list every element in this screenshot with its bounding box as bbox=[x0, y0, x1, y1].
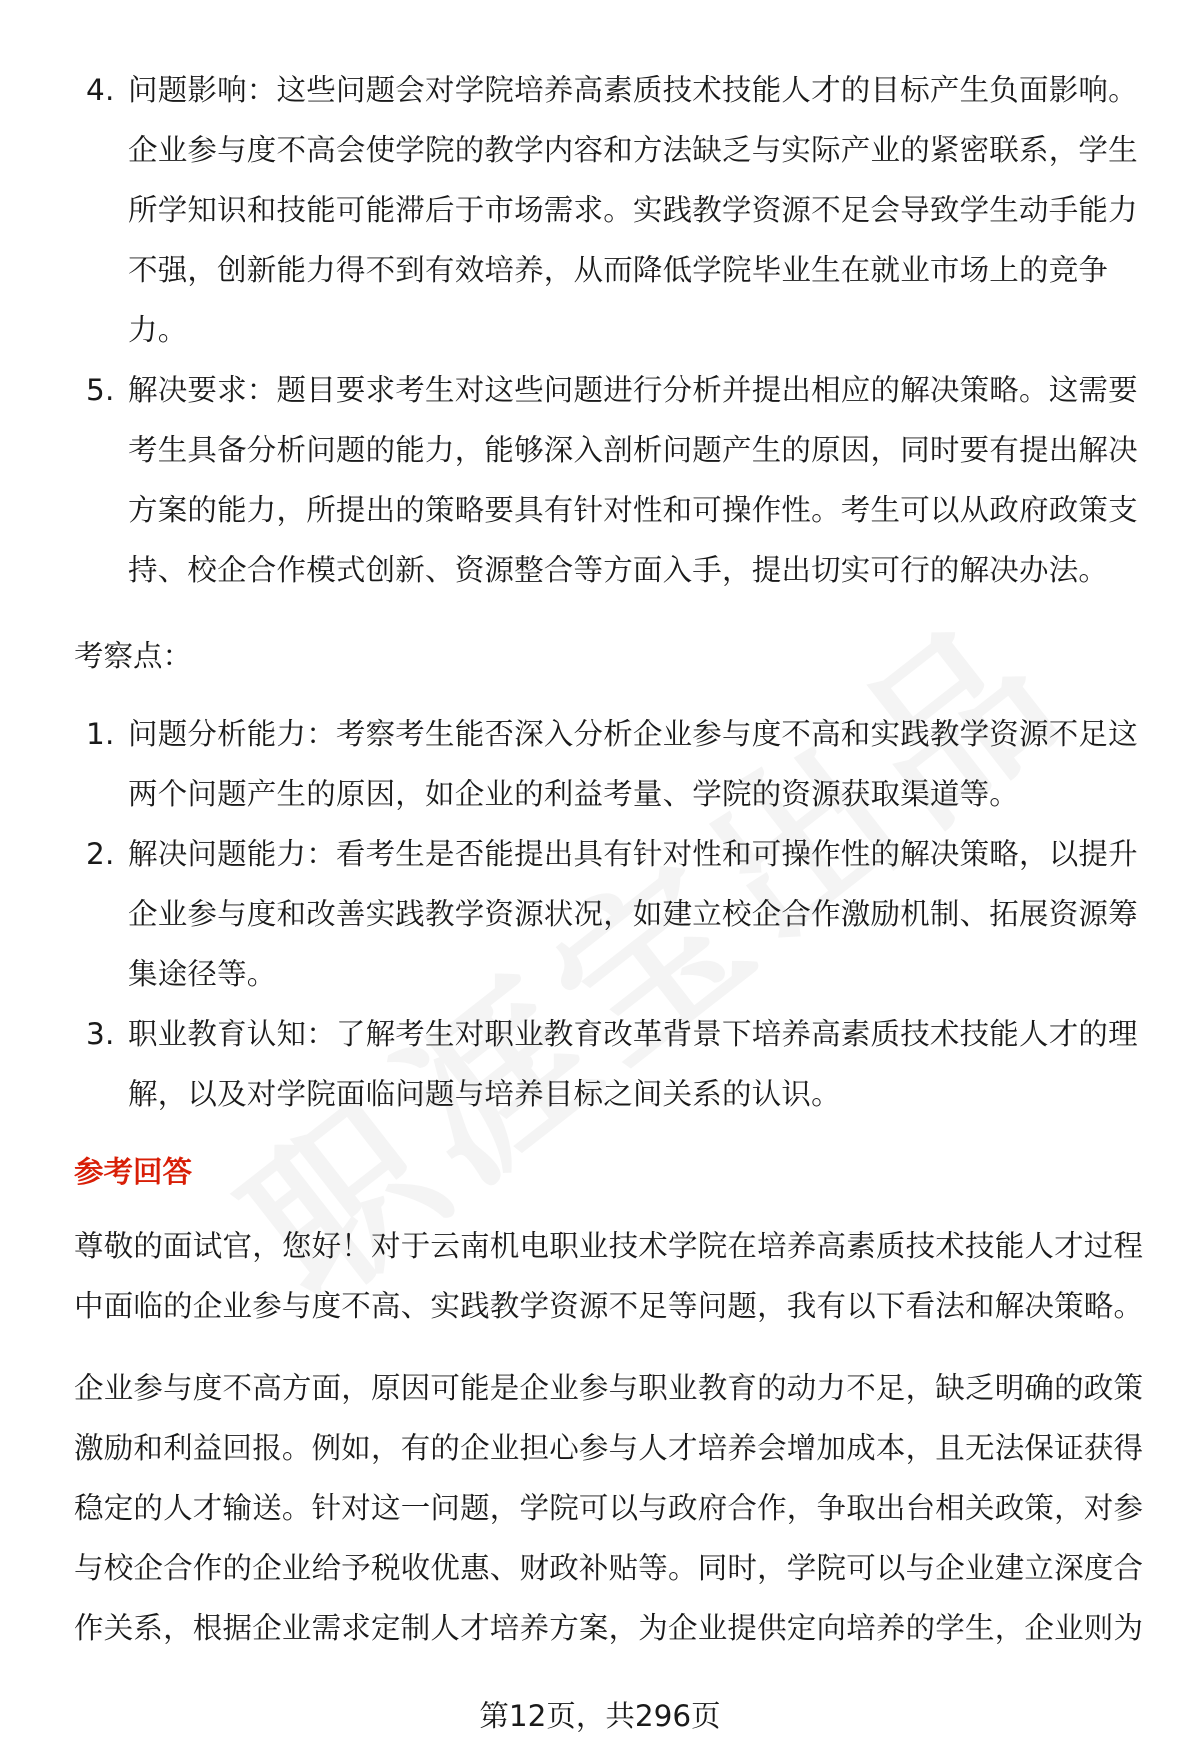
list-item bbox=[74, 824, 1144, 1004]
list-item bbox=[74, 704, 1144, 824]
assessment-points-list bbox=[74, 704, 1144, 1124]
list-item bbox=[74, 1004, 1144, 1124]
list-number: 1. bbox=[86, 717, 115, 751]
list-text: 职业教育认知：了解考生对职业教育改革背景下培养高素质技术技能人才的理解，以及对学院面临问题与培养目标之间关系的认识。 bbox=[128, 1017, 1138, 1111]
page-number-footer: 第12页，共296页 bbox=[479, 1699, 721, 1733]
list-item bbox=[74, 360, 1144, 600]
list-text: 解决问题能力：看考生是否能提出具有针对性和可操作性的解决策略，以提升企业参与度和改善实践教学资源状况，如建立校企合作激励机制、拓展资源筹集途径等。 bbox=[128, 837, 1138, 991]
section-heading: 考察点： bbox=[74, 639, 193, 673]
list-text: 问题影响：这些问题会对学院培养高素质技术技能人才的目标产生负面影响。企业参与度不高会使学院的教学内容和方法缺乏与实际产业的紧密联系，学生所学知识和技能可能滞后于市场需求。实践教学资源不足会导致学生动手能力不强，创新能力得不到有效培养，从而降低学院毕业生在就业市场上的竞争力。 bbox=[128, 73, 1138, 347]
list-number: 3. bbox=[86, 1017, 115, 1051]
answer-paragraph: 企业参与度不高方面，原因可能是企业参与职业教育的动力不足，缺乏明确的政策激励和利益回报。例如，有的企业担心参与人才培养会增加成本，且无法保证获得稳定的人才输送。针对这一问题，学院可以与政府合作，争取出台相关政策，对参与校企合作的企业给予税收优惠、财政补贴等。同时，学院可以与企业建立深度合作关系，根据企业需求定制人才培养方案，为企业提供定向培养的学生，企业则为 bbox=[74, 1371, 1144, 1645]
list-item bbox=[74, 60, 1144, 360]
list-text: 解决要求：题目要求考生对这些问题进行分析并提出相应的解决策略。这需要考生具备分析问题的能力，能够深入剖析问题产生的原因，同时要有提出解决方案的能力，所提出的策略要具有针对性和可操作性。考生可以从政府政策支持、校企合作模式创新、资源整合等方面入手，提出切实可行的解决办法。 bbox=[128, 373, 1138, 587]
list-number: 5. bbox=[86, 373, 115, 407]
answer-heading: 参考回答 bbox=[74, 1155, 193, 1189]
page-content bbox=[74, 60, 1144, 1680]
answer-paragraph: 尊敬的面试官，您好！对于云南机电职业技术学院在培养高素质技术技能人才过程中面临的企业参与度不高、实践教学资源不足等问题，我有以下看法和解决策略。 bbox=[74, 1229, 1144, 1323]
list-number: 4. bbox=[86, 73, 115, 107]
issue-list bbox=[74, 60, 1144, 600]
list-text: 问题分析能力：考察考生能否深入分析企业参与度不高和实践教学资源不足这两个问题产生的原因，如企业的利益考量、学院的资源获取渠道等。 bbox=[128, 717, 1138, 811]
list-number: 2. bbox=[86, 837, 115, 871]
